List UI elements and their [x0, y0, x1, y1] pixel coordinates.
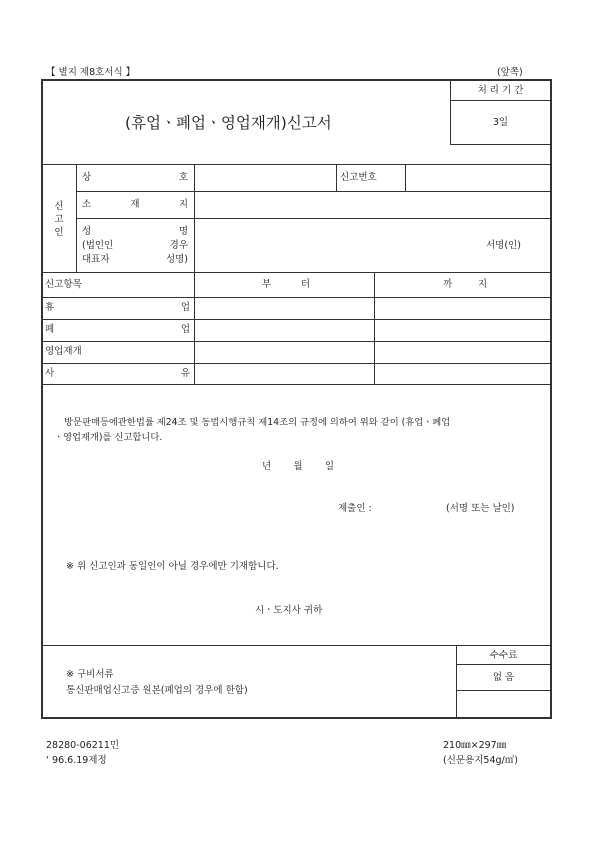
name-field[interactable]	[196, 220, 476, 270]
location-field[interactable]	[196, 193, 549, 216]
resumption-row-label: 영업재개	[45, 346, 82, 357]
paper-size: 210㎜×297㎜	[443, 740, 507, 751]
submitter-note: (서명 또는 날인)	[446, 503, 515, 514]
closure-row-label: 폐 업	[45, 324, 190, 335]
report-number-label: 신고번호	[340, 172, 377, 183]
location-label: 소 재 지	[82, 199, 188, 210]
submitter-label: 제출인 :	[338, 503, 372, 514]
fee-label: 수수료	[489, 650, 518, 661]
resumption-from-field[interactable]	[196, 343, 372, 362]
resumption-to-field[interactable]	[376, 343, 549, 362]
reason-from-field[interactable]	[196, 365, 372, 383]
report-number-field[interactable]	[407, 166, 549, 189]
closure-from-field[interactable]	[196, 321, 372, 340]
recipient-text: 시ㆍ도지사 귀하	[255, 605, 323, 616]
enactment-date: ‘ 96.6.19제정	[46, 755, 107, 766]
trade-name-field[interactable]	[196, 166, 334, 189]
reason-to-field[interactable]	[376, 365, 549, 383]
fee-value: 없 음	[492, 672, 515, 683]
notice-text: ※ 위 신고인과 동일인이 아닐 경우에만 기재합니다.	[66, 561, 279, 572]
name-note-corporate: (법인인 경우	[82, 240, 188, 251]
page-side-label: (앞쪽)	[497, 67, 523, 78]
suspension-from-field[interactable]	[196, 299, 372, 318]
name-note-representative: 대표자 성명)	[82, 254, 188, 265]
form-number: 【 별지 제8호서식 】	[46, 67, 136, 78]
reason-row-label: 사 유	[45, 368, 190, 379]
suspension-row-label: 휴 업	[45, 302, 190, 313]
from-column-header: 부 터	[262, 279, 310, 290]
signature-label: 서명(인)	[486, 240, 521, 251]
form-title: (휴업ㆍ폐업ㆍ영업재개)신고서	[125, 114, 332, 132]
report-items-label: 신고항목	[45, 279, 82, 290]
attachments-heading: ※ 구비서류	[66, 669, 114, 680]
to-column-header: 까 지	[443, 279, 487, 290]
statement-line-2: ㆍ영업재개)를 신고합니다.	[54, 432, 163, 443]
trade-name-label: 상 호	[82, 172, 188, 183]
date-line: 년 월 일	[262, 461, 334, 472]
form-code: 28280-06211민	[46, 740, 120, 751]
closure-to-field[interactable]	[376, 321, 549, 340]
attachments-item: 통신판매업신고증 원본(폐업의 경우에 한함)	[66, 685, 248, 696]
submitter-field[interactable]	[382, 498, 442, 516]
name-label: 성 명	[82, 226, 188, 237]
statement-line-1: 방문판매등에관한법률 제24조 및 동법시행규칙 제14조의 규정에 의하여 위와 같이 (휴업ㆍ폐업	[64, 417, 451, 428]
paper-type: (신문용지54g/㎡)	[443, 755, 518, 766]
processing-period-label: 처 리 기 간	[477, 85, 524, 96]
applicant-group-label: 신 고 인	[54, 201, 64, 238]
processing-period-value: 3일	[492, 117, 509, 128]
suspension-to-field[interactable]	[376, 299, 549, 318]
